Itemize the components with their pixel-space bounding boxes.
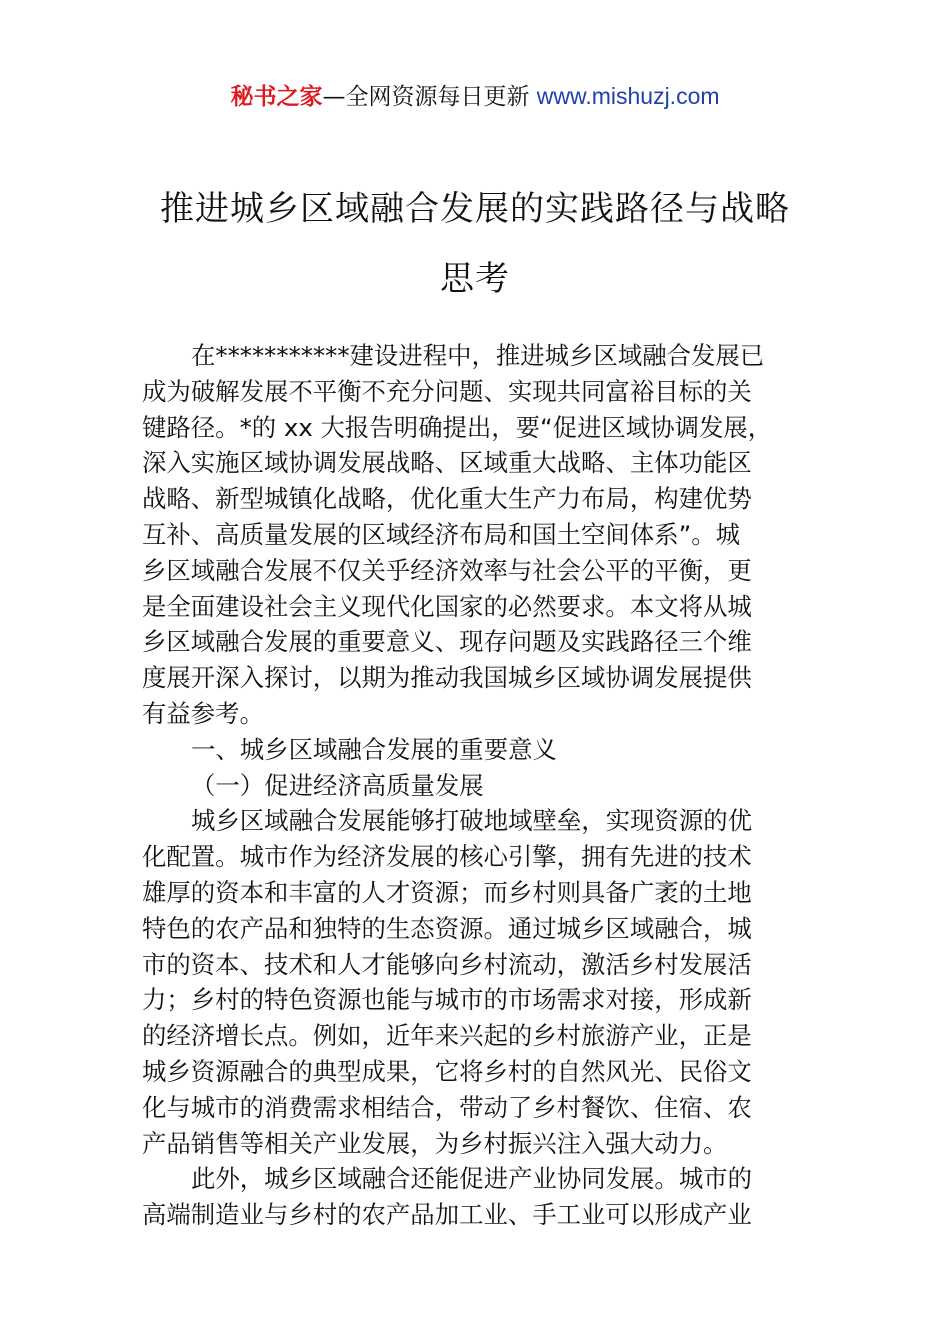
paragraph-line: 力；乡村的特色资源也能与城市的市场需求对接，形成新 — [142, 985, 752, 1015]
paragraph-line: 城乡资源融合的典型成果，它将乡村的自然风光、民俗文 — [142, 1056, 752, 1086]
paragraph-line: 特色的农产品和独特的生态资源。通过城乡区域融合，城 — [142, 913, 752, 943]
paragraph-line: 度展开深入探讨，以期为推动我国城乡区域协调发展提供 — [142, 663, 752, 693]
paragraph-line: 城乡区域融合发展能够打破地域壁垒，实现资源的优 — [191, 806, 752, 836]
paragraph-line: 乡区域融合发展不仅关乎经济效率与社会公平的平衡，更 — [142, 555, 752, 585]
paragraph-line: 键路径。*的 xx 大报告明确提出，要“促进区域协调发展， — [142, 412, 773, 442]
site-url[interactable]: www.mishuzj.com — [536, 83, 720, 109]
section-heading: 一、城乡区域融合发展的重要意义 — [191, 734, 557, 764]
title-line: 推进城乡区域融合发展的实践路径与战略 — [160, 189, 790, 229]
paragraph-line: 化配置。城市作为经济发展的核心引擎，拥有先进的技术 — [142, 842, 752, 872]
paragraph-line: 的经济增长点。例如，近年来兴起的乡村旅游产业，正是 — [142, 1021, 752, 1051]
paragraph-line: 战略、新型城镇化战略，优化重大生产力布局，构建优势 — [142, 484, 752, 514]
paragraph-line: 乡区域融合发展的重要意义、现存问题及实践路径三个维 — [142, 627, 752, 657]
paragraph-line: 是全面建设社会主义现代化国家的必然要求。本文将从城 — [142, 591, 752, 621]
document-body — [142, 338, 807, 1233]
paragraph-line: 成为破解发展不平衡不充分问题、实现共同富裕目标的关 — [142, 376, 752, 406]
paragraph-line: 雄厚的资本和丰富的人才资源；而乡村则具备广袤的土地 — [142, 877, 752, 907]
site-header — [0, 80, 950, 113]
title-line: 思考 — [440, 259, 510, 299]
paragraph-line: 高端制造业与乡村的农产品加工业、手工业可以形成产业 — [142, 1200, 752, 1230]
paragraph-line: 市的资本、技术和人才能够向乡村流动，激活乡村发展活 — [142, 949, 752, 979]
paragraph-line: 化与城市的消费需求相结合，带动了乡村餐饮、住宿、农 — [142, 1092, 752, 1122]
paragraph-line: 此外，城乡区域融合还能促进产业协同发展。城市的 — [191, 1164, 752, 1194]
subsection-heading: （一）促进经济高质量发展 — [191, 770, 484, 800]
header-tagline: —全网资源每日更新 — [322, 84, 530, 110]
paragraph-line: 有益参考。 — [142, 698, 264, 728]
brand-name: 秘书之家 — [230, 84, 323, 110]
paragraph-line: 产品销售等相关产业发展，为乡村振兴注入强大动力。 — [142, 1128, 728, 1158]
paragraph-line: 互补、高质量发展的区域经济布局和国土空间体系”。城 — [142, 519, 741, 549]
paragraph-line: 在***********建设进程中，推进城乡区域融合发展已 — [191, 341, 765, 370]
paragraph-line: 深入实施区域协调发展战略、区域重大战略、主体功能区 — [142, 448, 752, 478]
document-title — [120, 174, 830, 314]
